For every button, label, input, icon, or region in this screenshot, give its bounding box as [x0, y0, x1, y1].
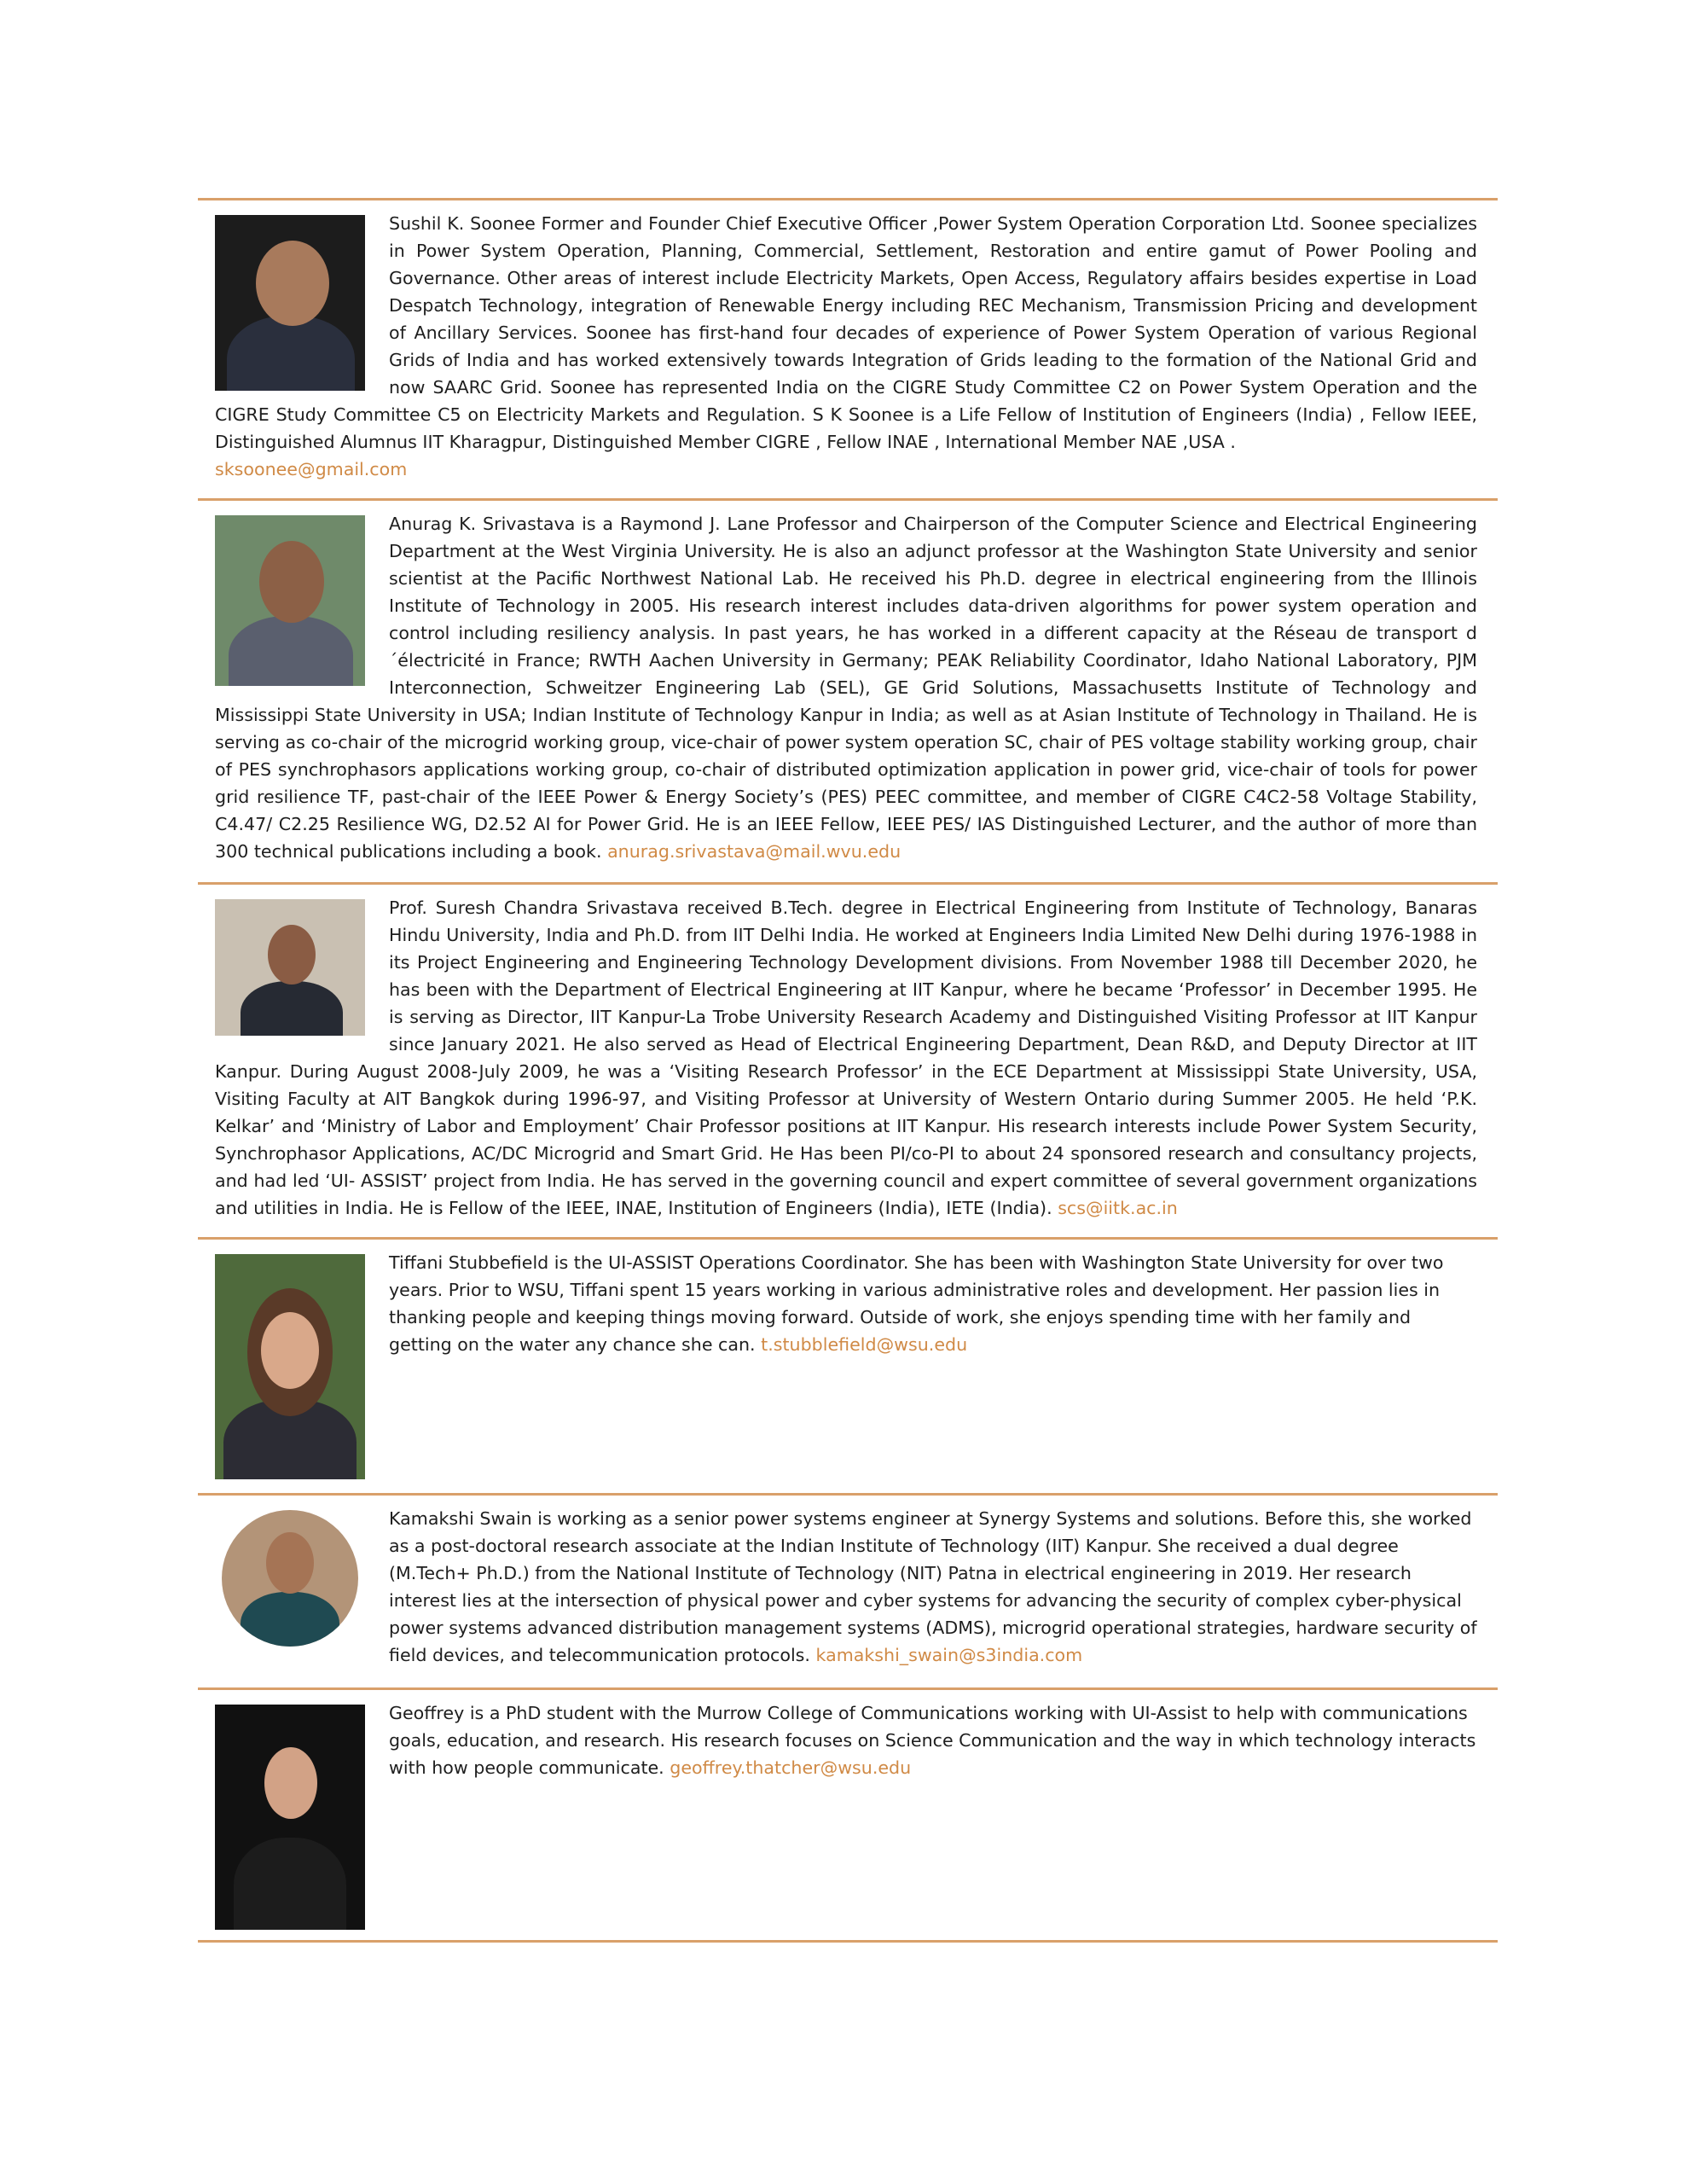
bio-soonee [215, 210, 1477, 483]
portrait-photo-kamakshi-swain [222, 1510, 358, 1647]
email-link[interactable]: t.stubblefield@wsu.edu [761, 1334, 968, 1355]
section-divider [198, 1940, 1498, 1943]
section-divider [198, 1237, 1498, 1240]
bio-suresh-srivastava [215, 894, 1477, 1222]
section-divider [198, 1493, 1498, 1496]
bio-text: Kamakshi Swain is working as a senior power systems engineer at Synergy Systems and solutions. Before this, she worked as a post-doctoral research associate at the Indian Institute of Technology (IIT) Kanpur. She received a dual degree (M.Tech+ Ph.D.) from the National Institute of Technology (NIT) Patna in electrical engineering in 2019. Her research interest lies at the intersection of physical power and cyber systems for advancing the security of complex cyber-physical power systems advanced distribution management systems (ADMS), microgrid operational strategies, hardware security of field devices, and telecommunication protocols. [389, 1508, 1477, 1665]
email-link[interactable]: geoffrey.thatcher@wsu.edu [670, 1757, 912, 1778]
email-link[interactable]: sksoonee@gmail.com [215, 459, 408, 479]
bio-kamakshi-swain [215, 1505, 1477, 1669]
bio-text: Tiffani Stubbefield is the UI-ASSIST Operations Coordinator. She has been with Washington State University for over two years. Prior to WSU, Tiffani spent 15 years working in various administrative roles and development. Her passion lies in thanking people and keeping things moving forward. Outside of work, she enjoys spending time with her family and getting on the water any chance she can. [389, 1252, 1444, 1355]
section-divider [198, 882, 1498, 885]
section-divider [198, 1687, 1498, 1690]
portrait-photo-anurag-srivastava [215, 515, 365, 686]
section-divider [198, 498, 1498, 501]
portrait-photo-geoffrey [215, 1705, 365, 1930]
portrait-photo-tiffani-stubbefield [215, 1254, 365, 1479]
section-divider [198, 198, 1498, 200]
email-link[interactable]: anurag.srivastava@mail.wvu.edu [607, 841, 901, 862]
bio-text: Prof. Suresh Chandra Srivastava received B.Tech. degree in Electrical Engineering from Institute of Technology, Banaras Hindu University, India and Ph.D. from IIT Delhi India. He worked at Engineers India Limited New Delhi during 1976-1988 in its Project Engineering and Engineering Technology Development divisions. From November 1988 till December 2020, he has been with the Department of Electrical Engineering at IIT Kanpur, where he became ‘Professor’ in December 1995. He is serving as Director, IIT Kanpur-La Trobe University Research Academy and Distinguished Visiting Professor at IIT Kanpur since January 2021. He also served as Head of Electrical Engineering Department, Dean R&D, and Deputy Director at IIT Kanpur. During August 2008-July 2009, he was a ‘Visiting Research Professor’ in the ECE Department at Mississippi State University, USA, Visiting Faculty at AIT Bangkok during 1996-97, and Visiting Professor at University of Western Ontario during Summer 2005. He held ‘P.K. Kelkar’ and ‘Ministry of Labor and Employment’ Chair Professor positions at IIT Kanpur. His research interests include Power System Security, Synchrophasor Applications, AC/DC Microgrid and Smart Grid. He Has been PI/co-PI to about 24 sponsored research and consultancy projects, and had led ‘UI- ASSIST’ project from India. He has served in the governing council and expert committee of several government organizations and utilities in India. He is Fellow of the IEEE, INAE, Institution of Engineers (India), IETE (India). [215, 897, 1477, 1218]
bio-text: Geoffrey is a PhD student with the Murrow College of Communications working with UI-Assist to help with communications goals, education, and research. His research focuses on Science Communication and the way in which technology interacts with how people communicate. [389, 1703, 1476, 1778]
email-link[interactable]: scs@iitk.ac.in [1058, 1198, 1178, 1218]
bio-anurag-srivastava [215, 510, 1477, 865]
bio-text: Anurag K. Srivastava is a Raymond J. Lane Professor and Chairperson of the Computer Science and Electrical Engineering Department at the West Virginia University. He is also an adjunct professor at the Washington State University and senior scientist at the Pacific Northwest National Lab. He received his Ph.D. degree in electrical engineering from the Illinois Institute of Technology in 2005. His research interest includes data-driven algorithms for power system operation and control including resiliency analysis. In past years, he has worked in a different capacity at the Réseau de transport d´électricité in France; RWTH Aachen University in Germany; PEAK Reliability Coordinator, Idaho National Laboratory, PJM Interconnection, Schweitzer Engineering Lab (SEL), GE Grid Solutions, Massachusetts Institute of Technology and Mississippi State University in USA; Indian Institute of Technology Kanpur in India; as well as at Asian Institute of Technology in Thailand. He is serving as co-chair of the microgrid working group, vice-chair of power system operation SC, chair of PES voltage stability working group, chair of PES synchrophasors applications working group, co-chair of distributed optimization application in power grid, vice-chair of tools for power grid resilience TF, past-chair of the IEEE Power & Energy Society’s (PES) PEEC committee, and member of CIGRE C4C2-58 Voltage Stability, C4.47/ C2.25 Resilience WG, D2.52 AI for Power Grid. He is an IEEE Fellow, IEEE PES/ IAS Distinguished Lecturer, and the author of more than 300 technical publications including a book. [215, 514, 1477, 862]
portrait-photo-soonee [215, 215, 365, 391]
bio-tiffani-stubbefield [215, 1249, 1477, 1483]
bio-text: Sushil K. Soonee Former and Founder Chief Executive Officer ,Power System Operation Corporation Ltd. Soonee specializes in Power System Operation, Planning, Commercial, Settlement, Restoration and entire gamut of Power Pooling and Governance. Other areas of interest include Electricity Markets, Open Access, Regulatory affairs besides expertise in Load Despatch Technology, integration of Renewable Energy including REC Mechanism, Transmission Pricing and development of Ancillary Services. Soonee has first-hand four decades of experience of Power System Operation of various Regional Grids of India and has worked extensively towards Integration of Grids leading to the formation of the National Grid and now SAARC Grid. Soonee has represented India on the CIGRE Study Committee C2 on Power System Operation and the CIGRE Study Committee C5 on Electricity Markets and Regulation. S K Soonee is a Life Fellow of Institution of Engineers (India) , Fellow IEEE, Distinguished Alumnus IIT Kharagpur, Distinguished Member CIGRE , Fellow INAE , International Member NAE ,USA . [215, 213, 1477, 452]
portrait-photo-suresh-srivastava [215, 899, 365, 1036]
bio-geoffrey [215, 1699, 1477, 1933]
email-link[interactable]: kamakshi_swain@s3india.com [815, 1645, 1083, 1665]
